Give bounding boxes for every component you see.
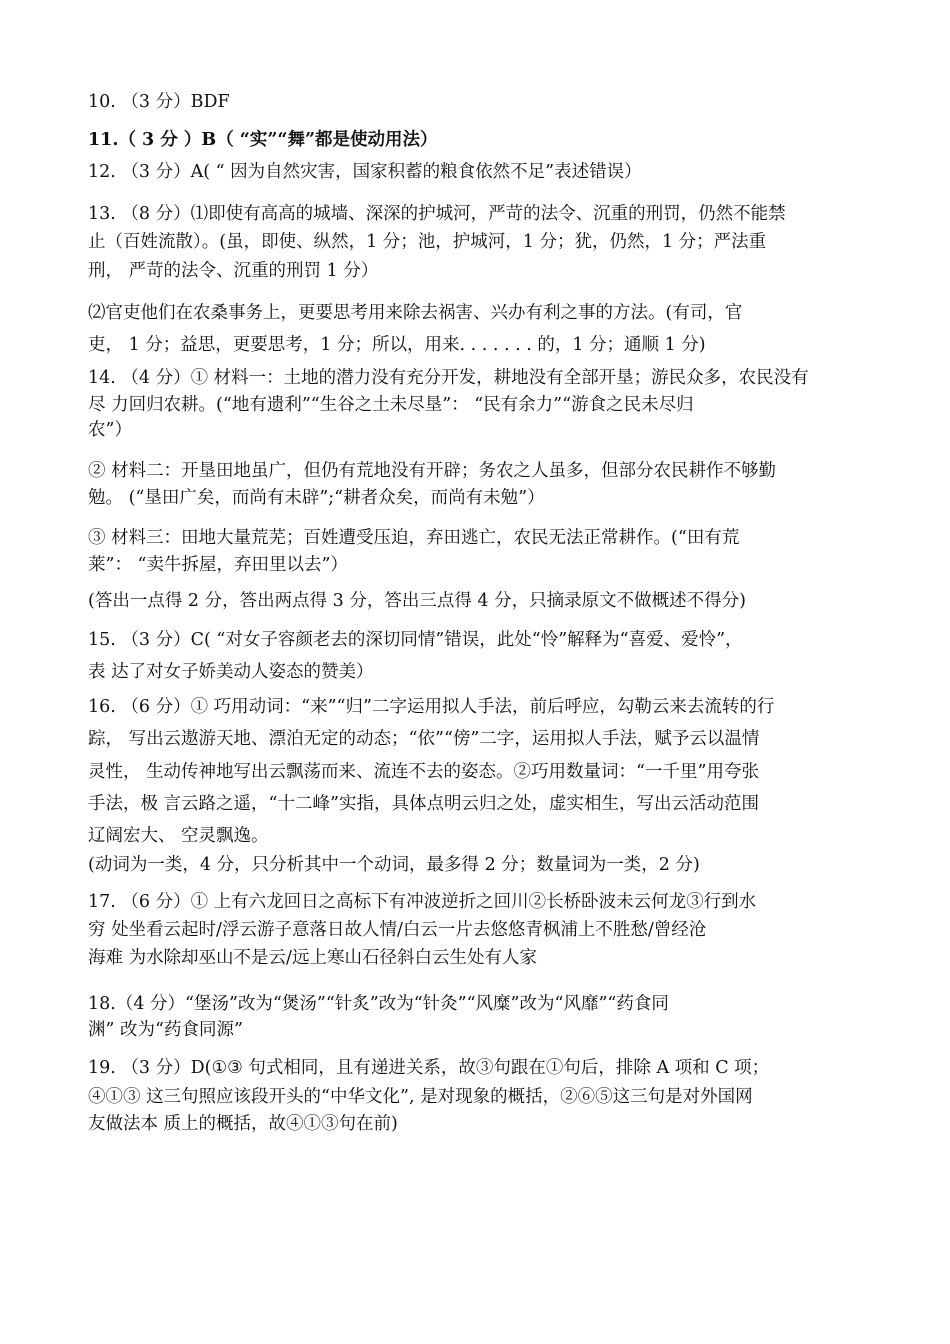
answer-14-line-4: ② 材料二：开垦田地虽广，但仍有荒地没有开辟；务农之人虽多，但部分农民耕作不够勤 [88,461,777,481]
answer-11: 11.（ 3 分 ）B（ “实”“舞”都是使动用法） [88,130,438,150]
answer-13-line-3: 刑， 严苛的法令、沉重的刑罚 1 分） [88,261,379,281]
answer-15-line-2: 表 达了对女子娇美动人姿态的赞美） [88,662,374,682]
answer-17-line-3: 海难 为水除却巫山不是云/远上寒山石径斜白云生处有人家 [88,948,537,968]
answer-14-scoring: (答出一点得 2 分，答出两点得 3 分，答出三点得 4 分，只摘录原文不做概述不得分) [88,591,746,611]
answer-17-line-2: 穷 处坐看云起时/浮云游子意落日故人情/白云一片去悠悠青枫浦上不胜愁/曾经沧 [88,920,707,940]
answer-13-line-5: 吏， 1 分；益思，更要思考，1 分；所以，用来. . . . . . . 的，1 分；通顺 1 分) [88,335,706,355]
answer-16-line-2: 踪， 写出云遨游天地、漂泊无定的动态；“依”“傍”二字，运用拟人手法，赋予云以温情 [88,729,760,749]
answer-14-line-6: ③ 材料三：田地大量荒芜；百姓遭受压迫，弃田逃亡，农民无法正常耕作。(“田有荒 [88,528,740,548]
answer-14-line-7: 莱”： “卖牛拆屋，弃田里以去”） [88,555,348,575]
answer-18-line-2: 渊” 改为“药食同源” [88,1020,243,1040]
answer-16-line-4: 手法，极 言云路之遥，“十二峰”实指，具体点明云归之处，虚实相生，写出云活动范围 [88,794,759,814]
answer-14-line-1: 14. （4 分）① 材料一：土地的潜力没有充分开发，耕地没有全部开垦；游民众多，农民没有 [88,368,809,388]
answer-19-line-2: ④①③ 这三句照应该段开头的“中华文化”, 是对现象的概括，②⑥⑤这三句是对外国网 [88,1087,753,1107]
answer-12: 12. （3 分）A( “ 因为自然灾害，国家积蓄的粮食依然不足”表述错误） [88,162,642,182]
answer-13-line-1: 13. （8 分）⑴即使有高高的城墙、深深的护城河，严苛的法令、沉重的刑罚，仍然不能禁 [88,204,786,224]
answer-13-line-4: ⑵官吏他们在农桑事务上，更要思考用来除去祸害、兴办有利之事的方法。(有司，官 [88,303,743,323]
answer-16-line-5: 辽阔宏大、 空灵飘逸。 [88,826,269,846]
answer-17-line-1: 17. （6 分）① 上有六龙回日之高标下有冲波逆折之回川②长桥卧波未云何龙③行到水 [88,892,757,912]
answer-19-line-3: 友做法本 质上的概括，故④①③句在前) [88,1114,398,1134]
answer-15-line-1: 15. （3 分）C( “对女子容颜老去的深切同情”错误，此处“怜”解释为“喜爱、爱怜”， [88,630,743,650]
answer-16-line-3: 灵性， 生动传神地写出云飘荡而来、流连不去的姿态。②巧用数量词：“一千里”用夸张 [88,762,759,782]
answer-18-line-1: 18.（4 分）“堡汤”改为“煲汤”“针炙”改为“针灸”“风糜”改为“风靡”“药食同 [88,994,669,1014]
answer-19-line-1: 19. （3 分）D(①③ 句式相同，且有递进关系，故③句跟在①句后，排除 A 项和 C 项； [88,1058,770,1078]
answer-14-line-3: 农”） [88,420,132,440]
answer-14-line-5: 勉。 (“垦田广矣，而尚有未辟”;“耕者众矣，而尚有未勉”） [88,488,545,508]
answer-14-line-2: 尽 力回归农耕。(“地有遗利”“生谷之土未尽垦”： “民有余力”“游食之民未尽归 [88,395,694,415]
answer-16-scoring: (动词为一类，4 分，只分析其中一个动词，最多得 2 分；数量词为一类，2 分) [88,855,700,875]
answer-13-line-2: 止（百姓流散）。(虽，即使、纵然，1 分；池，护城河，1 分；犹，仍然，1 分；严法重 [88,232,767,252]
answer-16-line-1: 16. （6 分）① 巧用动词：“来”“归”二字运用拟人手法，前后呼应，勾勒云来去流转的行 [88,697,775,717]
answer-10: 10. （3 分）BDF [88,92,230,112]
